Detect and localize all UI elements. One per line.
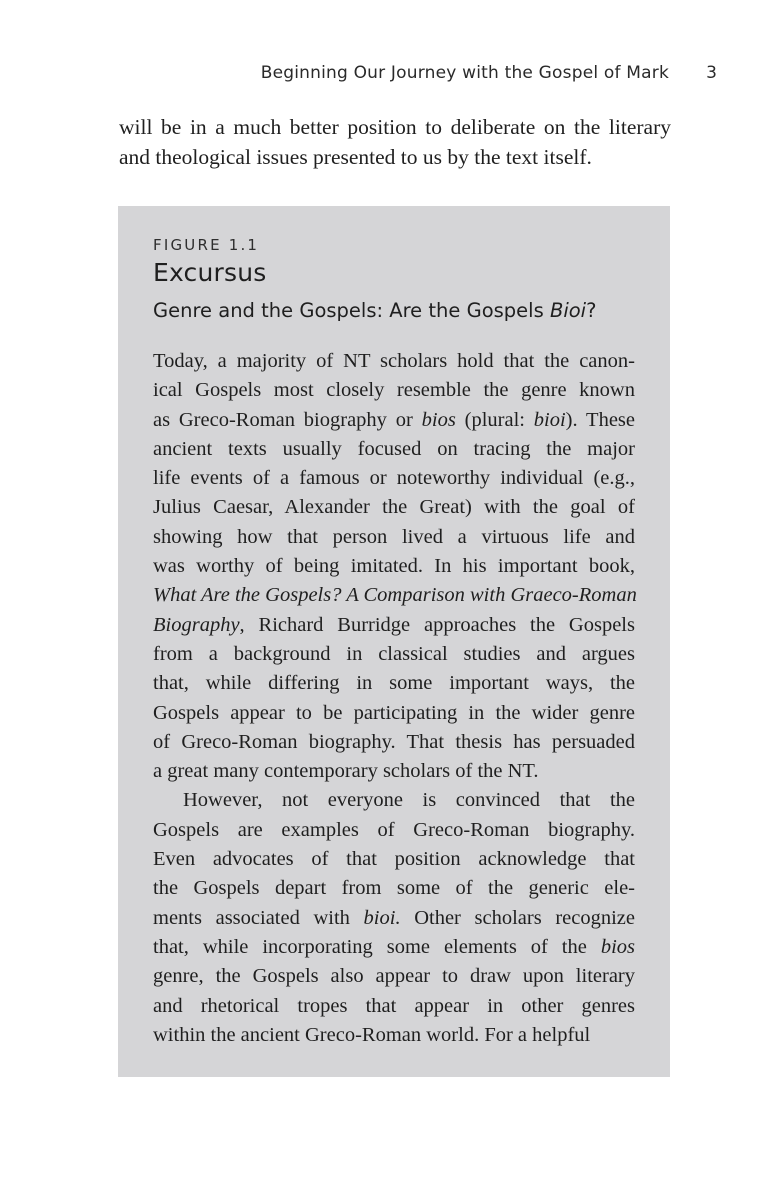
body-line: was worthy of being imitated. In his important book, (153, 555, 635, 578)
excursus-box (118, 206, 670, 1077)
body-line: that, while differing in some important ways, the (153, 672, 635, 695)
subtitle-text: Genre and the Gospels: Are the Gospels (153, 299, 550, 322)
intro-paragraph (119, 112, 671, 172)
excursus-paragraph-1 (153, 347, 635, 786)
body-line (153, 581, 635, 610)
body-line: within the ancient Greco-Roman world. For a helpful (153, 1023, 591, 1046)
body-line: ments associated with bioi. Other scholars recognize (153, 906, 635, 929)
italic-text: bios (600, 935, 635, 958)
body-line: the Gospels depart from some of the generic ele- (153, 877, 635, 900)
body-line: Biography, Richard Burridge approaches the Gospels (153, 613, 635, 636)
intro-line: will be in a much better position to deliberate on the literary (119, 115, 671, 139)
excursus-subtitle (153, 299, 596, 322)
body-line: ical Gospels most closely resemble the genre known (153, 379, 635, 402)
body-line: genre, the Gospels also appear to draw upon literary (153, 965, 635, 988)
figure-label: FIGURE 1.1 (153, 236, 260, 254)
intro-line: and theological issues presented to us by the text itself. (119, 145, 592, 169)
body-line: showing how that person lived a virtuous life and (153, 525, 635, 548)
body-line: from a background in classical studies and argues (153, 642, 635, 665)
body-line: a great many contemporary scholars of the NT. (153, 760, 539, 783)
excursus-paragraph-2 (153, 786, 635, 1050)
body-line: and rhetorical tropes that appear in other genres (153, 994, 635, 1017)
running-head-title: Beginning Our Journey with the Gospel of Mark (260, 63, 669, 83)
body-line: Gospels appear to be participating in the wider genre (153, 701, 635, 724)
italic-text: bios (421, 408, 456, 431)
italic-text: Biography (153, 613, 240, 636)
italic-text: bioi. (363, 906, 401, 929)
body-line: Julius Caesar, Alexander the Great) with the goal of (153, 496, 635, 519)
body-line: However, not everyone is convinced that the (183, 789, 635, 812)
body-line: Gospels are examples of Greco-Roman biography. (153, 818, 635, 841)
body-line: as Greco-Roman biography or bios (plural: bioi). These (153, 408, 636, 431)
body-line: Even advocates of that position acknowledge that (153, 848, 635, 871)
body-line: Today, a majority of NT scholars hold that the canon- (153, 350, 635, 372)
body-line: life events of a famous or noteworthy individual (e.g., (153, 467, 635, 490)
subtitle-question-mark: ? (586, 299, 597, 322)
italic-text: What Are the Gospels? A Comparison with Graeco-Roman (153, 584, 637, 607)
excursus-title: Excursus (153, 258, 267, 287)
page-number: 3 (706, 63, 717, 83)
body-line: ancient texts usually focused on tracing the major (153, 437, 635, 460)
body-line: of Greco-Roman biography. That thesis has persuaded (153, 730, 635, 753)
excursus-body (153, 347, 635, 1050)
subtitle-italic: Bioi (549, 299, 587, 322)
italic-text: bioi (533, 408, 566, 431)
body-line: that, while incorporating some elements of the bios (153, 935, 635, 958)
